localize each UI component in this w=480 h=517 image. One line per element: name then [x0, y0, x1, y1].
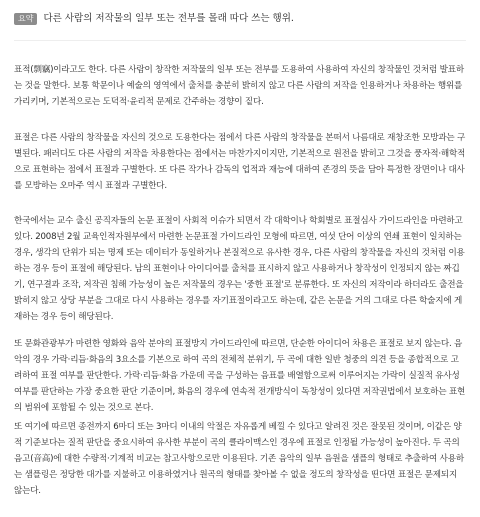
divider — [14, 40, 466, 41]
paragraph-korea-guidelines: 한국에서는 교수 출신 공직자들의 논문 표절이 사회적 이슈가 되면서 각 대학이나 학회별로 표절심사 가이드라인을 마련하고 있다. 2008년 2월 교육인적자원부에서 마련한 논문표절 가이드라인 모형에 따르면, 여섯 단어 이상의 연쇄 표현이 일치하는 경우, 생각의 단위가 되는 명제 또는 데이터가 동일하거나 본질적으로 유사한 경우, 다른 사람의 창작물을 자신의 것처럼 이용하는 경우 등이 표절에 해당된다. 남의 표현이나 아이디어를 출처를 표시하지 않고 사용하거나 창작성이 인정되지 않는 짜깁기, 연구결과 조작, 저작권 침해 가능성이 높은 저작물의 경우는 '중한 표절'로 분류한다. 또 자신의 저작이라 하더라도 출전을 밝히지 않고 상당 부분을 그대로 다시 사용하는 경우를 자기표절이라고도 하는데, 같은 논문을 거의 그대로 다른 학술지에 게재하는 경우 등이 해당된다. — [14, 216, 465, 322]
summary-badge: 요약 — [14, 13, 37, 25]
paragraph-sampling: 또 여기에 따르면 종전까지 6마디 또는 3마디 이내의 악절은 자유롭게 베낄 수 있다고 알려진 것은 잘못된 것이며, 이같은 양적 기준보다는 질적 판단을 중요시하여 유사한 부분이 곡의 클라이맥스인 경우에 표절로 인정될 가능성이 높아진다. 두 곡의 음고(音高)에 대한 수량적·기계적 비교는 참고사항으로만 이용된다. 기존 음악의 일부 음원을 샘플의 형태로 추출하여 사용하는 샘플링은 정당한 대가를 지불하고 이용하였거나 원곡의 형태를 찾아볼 수 없을 정도의 창작성을 띤다면 표절은 문제되지 않는다. — [14, 422, 464, 496]
summary-box — [14, 12, 466, 42]
paragraph-music-guidelines: 또 문화관광부가 마련한 영화와 음악 분야의 표절방지 가이드라인에 따르면, 단순한 아이디어 차용은 표절로 보지 않는다. 음악의 경우 가락·리듬·화음의 3요소를 기본으로 하여 곡의 전체적 분위기, 두 곡에 대한 일반 청중의 의견 등을 종합적으로 고려하여 표절 여부를 판단한다. 가락·리듬·화음 가운데 곡을 구성하는 음표를 배열함으로써 이루어지는 가락이 실질적 유사성 여부를 판단하는 가장 중요한 판단 기준이며, 화음의 경우에 연속적 전개방식이 독창성이 있다면 저작권법에서 보호하는 표현의 범위에 포함될 수 있는 것으로 본다. — [14, 339, 466, 413]
summary-text: 다른 사람의 저작물의 일부 또는 전부를 몰래 따다 쓰는 행위. — [43, 13, 294, 24]
paragraph-distinction: 표절은 다른 사람의 창작물을 자신의 것으로 도용한다는 점에서 다른 사람의 창작물을 본떠서 나름대로 재창조한 모방과는 구별된다. 패러디도 다른 사람의 저작을 차용한다는 점에서는 마찬가지이지만, 기본적으로 원전을 밝히고 그것을 풍자적·해학적으로 표현하는 점에서 표절과 구별한다. 또 다른 작가나 감독의 업적과 재능에 대하여 존경의 뜻을 담아 특정한 장면이나 대사를 모방하는 오마주 역시 표절과 구별한다. — [14, 133, 466, 191]
paragraph-definition: 표적(剽竊)이라고도 한다. 다른 사람이 창작한 저작물의 일부 또는 전부를 도용하여 사용하여 자신의 창작물인 것처럼 발표하는 것을 말한다. 보통 학문이나 예술의 영역에서 출처를 충분히 밝히지 않고 다른 사람의 저작을 인용하거나 차용하는 행위를 가리키며, 기본적으로는 도덕적·윤리적 문제로 간주하는 경향이 짙다. — [14, 65, 464, 107]
